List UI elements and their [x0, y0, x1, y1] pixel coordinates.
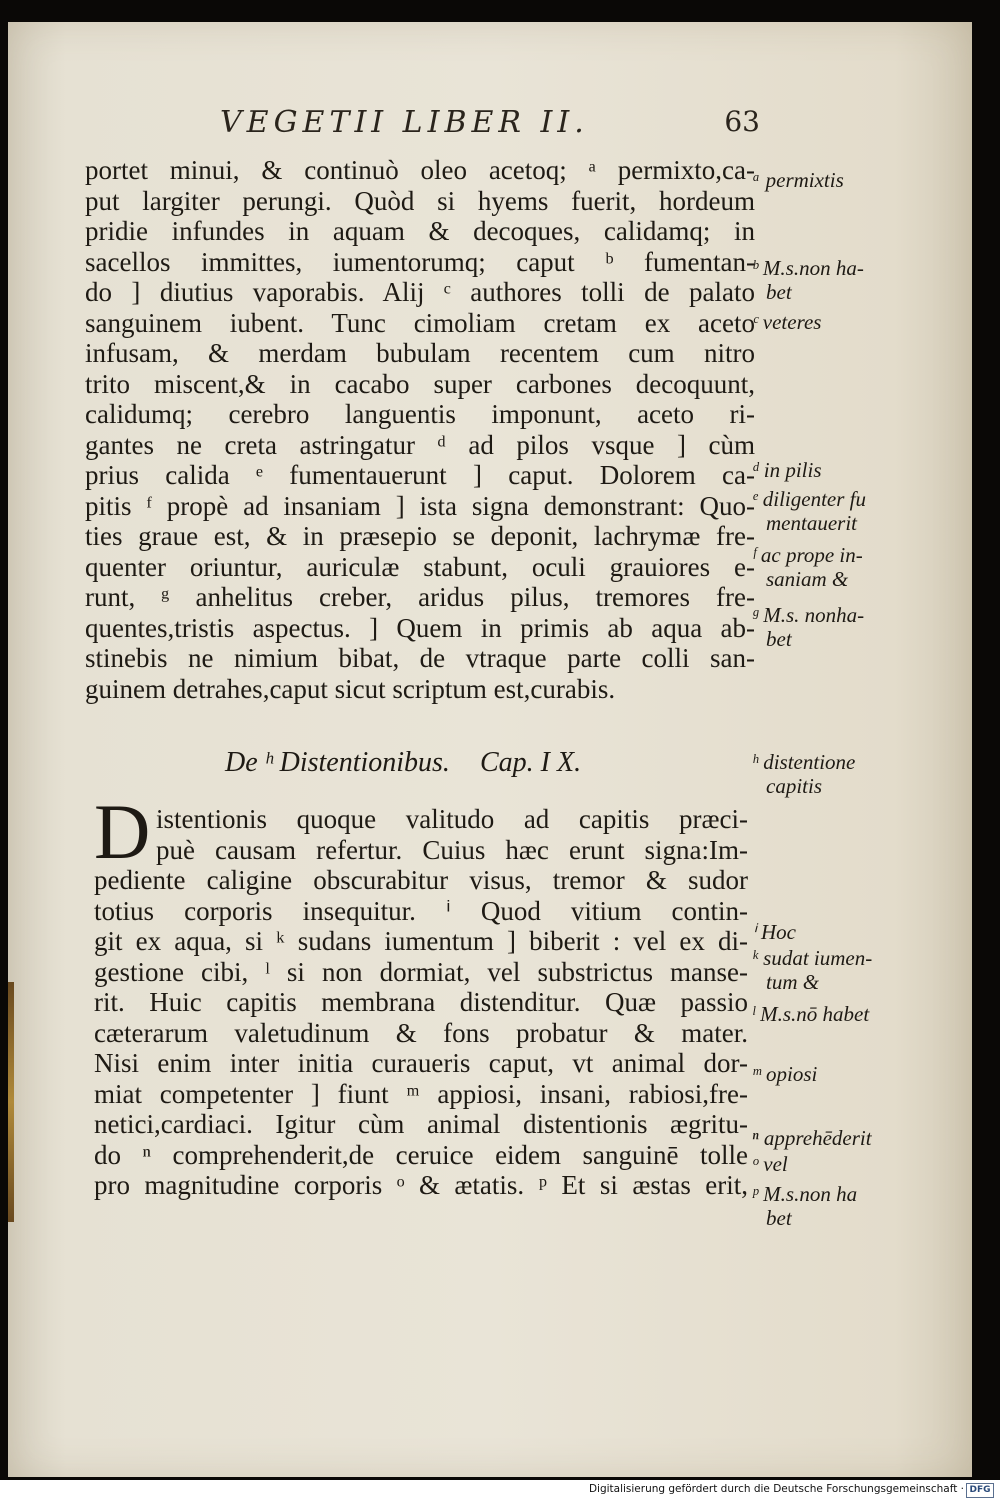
margin-note-line: bet	[766, 627, 792, 651]
margin-note-line: bet	[766, 280, 792, 304]
margin-note-line: ⁱ Hoc	[752, 920, 796, 944]
drop-capital: D	[94, 788, 151, 875]
text-line: runt, ᵍ anhelitus creber, aridus pilus, tremores fre-	[85, 582, 755, 612]
margin-note	[752, 543, 863, 591]
text-line: quenter oriuntur, auriculæ stabunt, oculi grauiores e-	[85, 551, 755, 582]
margin-notes	[752, 0, 932, 1400]
text-line: sanguinem iubent. Tunc cimoliam cretam ex aceto	[85, 307, 755, 338]
margin-note	[752, 1062, 817, 1086]
margin-note-line: ᵖ M.s.non ha	[752, 1182, 858, 1206]
text-line: cæterarum valetudinum & fons probatur & mater.	[94, 1017, 748, 1048]
margin-note-line: ᵈ in pilis	[752, 458, 822, 482]
binding-edge	[8, 982, 14, 1222]
margin-note	[752, 310, 821, 334]
margin-note-line: ʰ distentione	[752, 750, 856, 774]
text-line: prius calida ᵉ fumentauerunt ] caput. Dolorem ca-	[85, 460, 755, 490]
text-line: do ] diutius vaporabis. Alij ᶜ authores tolli de palato	[85, 277, 755, 307]
chapter-heading	[225, 747, 685, 783]
margin-note	[752, 1126, 872, 1150]
text-line: totius corporis insequitur. ⁱ Quod vitium contin-	[94, 895, 748, 926]
text-line: git ex aqua, si ᵏ sudans iumentum ] biberit : vel ex di-	[94, 926, 748, 956]
margin-note	[752, 920, 796, 944]
text-line: netici,cardiaci. Igitur cùm animal distentionis ægritu-	[94, 1109, 748, 1139]
margin-note	[752, 458, 822, 482]
text-line: calidumq; cerebro languentis imponunt, aceto ri-	[85, 399, 755, 429]
text-line: pediente caligine obscurabitur visus, tremor & sudor	[94, 865, 748, 895]
text-line: do ⁿ comprehenderit,de ceruice eidem sanguinē tolle	[94, 1139, 748, 1170]
text-line: trito miscent,& in cacabo super carbones decoquunt,	[85, 368, 755, 399]
margin-note	[752, 1152, 788, 1176]
margin-note-line: ᵃ permixtis	[752, 168, 844, 192]
running-head	[220, 105, 760, 145]
margin-note-line: ᵍ M.s. nonha-	[752, 603, 865, 627]
margin-note	[752, 487, 866, 535]
margin-note	[752, 1002, 869, 1026]
margin-note-line: bet	[766, 1206, 792, 1230]
margin-note	[752, 1182, 857, 1230]
text-line: puè causam refertur. Cuius hæc erunt signa:Im-	[156, 834, 748, 865]
text-line: gantes ne creta astringatur ᵈ ad pilos vsque ] cùm	[85, 429, 755, 460]
dfg-logo-icon: DFG	[966, 1483, 994, 1498]
text-line: sacellos immittes, iumentorumq; caput ᵇ fumentan-	[85, 246, 755, 277]
margin-note	[752, 946, 872, 994]
main-text-block-1	[85, 155, 755, 704]
text-line: miat competenter ] fiunt ᵐ appiosi, insani, rabiosi,fre-	[94, 1078, 748, 1109]
margin-note-line: saniam &	[766, 567, 849, 591]
margin-note-line: ᵐ opiosi	[752, 1062, 818, 1086]
funding-credit: Digitalisierung gefördert durch die Deutsche Forschungsgemeinschaft ·	[588, 1483, 964, 1495]
margin-note	[752, 750, 855, 798]
footer-bar	[0, 1480, 1000, 1499]
running-head-title: VEGETII LIBER II.	[220, 105, 589, 140]
text-line: gestione cibi, ˡ si non dormiat, vel substrictus manse-	[94, 956, 748, 987]
text-line: istentionis quoque valitudo ad capitis præci-	[156, 804, 748, 834]
text-line: rit. Huic capitis membrana distenditur. Quæ passio	[94, 987, 748, 1017]
chapter-number: Cap. I X.	[480, 747, 582, 778]
text-line: pro magnitudine corporis ᵒ & ætatis. ᵖ Et si æstas erit,	[94, 1170, 748, 1200]
margin-note-line: ˡ M.s.nō habet	[752, 1002, 870, 1026]
main-text-block-2	[94, 804, 748, 1201]
margin-note	[752, 168, 844, 192]
margin-note-line: ᵇ M.s.non ha-	[752, 256, 864, 280]
margin-note-line: tum &	[766, 970, 820, 994]
margin-note	[752, 603, 864, 651]
margin-note-line: ᵒ vel	[752, 1152, 788, 1176]
margin-note-line: mentauerit	[766, 511, 857, 535]
text-line: quentes,tristis aspectus. ] Quem in primis ab aqua ab-	[85, 612, 755, 643]
margin-note-line: ᶠ ac prope in-	[752, 543, 863, 567]
text-line: stinebis ne nimium bibat, de vtraque parte colli san-	[85, 643, 755, 673]
margin-note-line: capitis	[766, 774, 822, 798]
text-line: portet minui, & continuò oleo acetoq; ᵃ permixto,ca-	[85, 155, 755, 185]
margin-note-line: ᵏ sudat iumen-	[752, 946, 873, 970]
text-line: ties graue est, & in præsepio se deponit, lachrymæ fre-	[85, 521, 755, 551]
margin-note	[752, 256, 864, 304]
text-line: pridie infundes in aquam & decoques, calidamq; in	[85, 216, 755, 246]
text-line: Nisi enim inter initia curaueris caput, vt animal dor-	[94, 1048, 748, 1078]
margin-note-line: ᶜ veteres	[752, 310, 822, 334]
margin-note-line: ᵉ diligenter fu	[752, 487, 866, 511]
text-line: guinem detrahes,caput sicut scriptum est,curabis.	[85, 673, 616, 704]
margin-note-line: ⁿ apprehēderit	[752, 1126, 872, 1150]
chapter-title: De ʰ Distentionibus.	[225, 747, 450, 778]
text-line: infusam, & merdam bubulam recentem cum nitro	[85, 338, 755, 368]
text-line: put largiter perungi. Quòd si hyems fuerit, hordeum	[85, 185, 755, 216]
text-line: pitis ᶠ propè ad insaniam ] ista signa demonstrant: Quo-	[85, 490, 755, 521]
page-number: 63	[724, 105, 760, 138]
